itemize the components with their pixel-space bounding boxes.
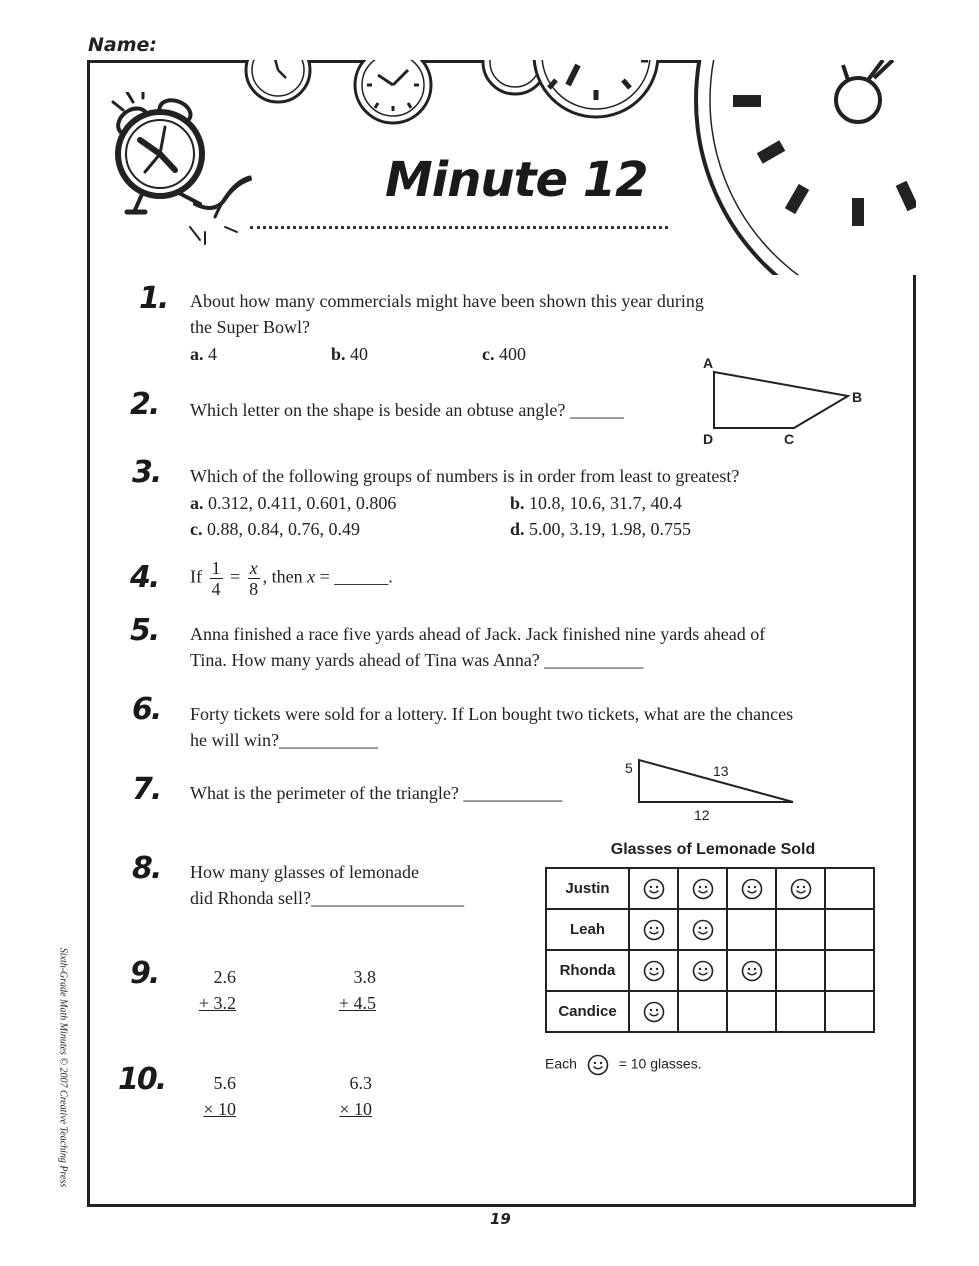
question-5: [190, 621, 765, 673]
question-number: 5.: [130, 613, 159, 648]
pictograph-cell: [678, 909, 727, 950]
choice-c: c. 0.88, 0.84, 0.76, 0.49: [190, 519, 360, 539]
pictograph-cell: [776, 909, 825, 950]
addition-problem: 3.8 + 4.5: [338, 967, 376, 1013]
question-number: 1.: [139, 281, 168, 316]
question-text: did Rhonda sell?_________________: [190, 888, 464, 908]
pictograph-cell: [776, 868, 825, 909]
pictograph-cell: [629, 950, 678, 991]
fraction: $\frac{x}{8}$: [249, 558, 259, 599]
question-8: [190, 859, 464, 911]
multiplication-problem: 5.6 × 10: [203, 1073, 236, 1119]
triangle-label: 13: [713, 763, 729, 779]
smiley-face-icon: [643, 960, 665, 982]
side-credit: Sixth-Grade Math Minutes © 2007 Creative Teaching Press: [57, 947, 69, 1188]
smiley-face-icon: [587, 1054, 609, 1076]
question-number: 3.: [132, 455, 161, 490]
pictograph-row-label: Candice: [546, 991, 629, 1032]
choice-b: b. 10.8, 10.6, 31.7, 40.4: [510, 493, 683, 513]
question-number: 6.: [132, 692, 161, 727]
smiley-face-icon: [741, 878, 763, 900]
question-text: Which letter on the shape is beside an obtuse angle? ______: [190, 400, 624, 420]
title-divider: [250, 226, 668, 229]
question-text: How many glasses of lemonade: [190, 862, 419, 882]
pictograph-table: [545, 867, 875, 1033]
question-text: Which of the following groups of numbers is in order from least to greatest?: [190, 466, 740, 486]
smiley-face-icon: [692, 960, 714, 982]
question-text: Tina. How many yards ahead of Tina was Anna? ___________: [190, 650, 644, 670]
question-text: the Super Bowl?: [190, 317, 310, 337]
choice-b: b. 40: [331, 344, 369, 364]
name-label: Name:: [88, 34, 158, 56]
smiley-face-icon: [643, 878, 665, 900]
question-6: [190, 701, 793, 753]
pictograph-row-label: Leah: [546, 909, 629, 950]
pictograph-cell: [678, 868, 727, 909]
pictograph-cell: [629, 991, 678, 1032]
choice-a: a. 4: [190, 344, 217, 364]
multiplication-problem: 6.3 × 10: [339, 1073, 372, 1119]
pictograph-cell: [825, 909, 874, 950]
pictograph-cell: [678, 950, 727, 991]
pictograph-cell: [825, 991, 874, 1032]
key-label: Each: [545, 1055, 577, 1072]
question-text: About how many commercials might have been shown this year during: [190, 291, 704, 311]
fraction: $\frac{1}{4}$: [211, 558, 221, 599]
triangle-label: 12: [694, 807, 710, 823]
pictograph-row: [546, 950, 874, 991]
choice-c: c. 400: [482, 344, 526, 364]
pictograph-cell: [727, 991, 776, 1032]
pictograph-row-label: Rhonda: [546, 950, 629, 991]
pictograph-title: Glasses of Lemonade Sold: [610, 841, 816, 858]
pictograph-cell: [727, 909, 776, 950]
question-number: 2.: [130, 387, 159, 422]
question-text: If $\frac{1}{4}$ = $\frac{x}{8}$ , then x = ______.: [190, 558, 393, 599]
question-text: Anna finished a race five yards ahead of Jack. Jack finished nine yards ahead of: [190, 624, 766, 644]
triangle-shape: [620, 756, 800, 824]
smiley-face-icon: [692, 919, 714, 941]
question-number: 9.: [130, 956, 159, 991]
shape-label: A: [703, 355, 714, 371]
question-number: 4.: [130, 560, 159, 595]
pictograph-row: [546, 909, 874, 950]
pictograph-cell: [678, 991, 727, 1032]
pictograph-cell: [727, 868, 776, 909]
choice-d: d. 5.00, 3.19, 1.98, 0.755: [510, 519, 692, 539]
question-number: 10.: [118, 1062, 166, 1097]
pictograph-cell: [825, 950, 874, 991]
smiley-face-icon: [692, 878, 714, 900]
smiley-face-icon: [643, 919, 665, 941]
question-number: 7.: [132, 772, 161, 807]
question-1: [190, 288, 704, 340]
smiley-face-icon: [741, 960, 763, 982]
pictograph-cell: [629, 868, 678, 909]
triangle-label: 5: [625, 760, 633, 776]
question-text: What is the perimeter of the triangle? ___________: [190, 783, 563, 803]
addition-problem: 2.6 + 3.2: [198, 967, 236, 1013]
smiley-face-icon: [790, 878, 812, 900]
shape-label: D: [703, 431, 714, 447]
pictograph-key: [545, 1054, 702, 1076]
pictograph-cell: [825, 868, 874, 909]
choice-a: a. 0.312, 0.411, 0.601, 0.806: [190, 493, 397, 513]
key-label: = 10 glasses.: [618, 1055, 702, 1072]
pictograph-cell: [776, 950, 825, 991]
pictograph-cell: [629, 909, 678, 950]
page-title: Minute 12: [385, 152, 648, 208]
page-number: 19: [490, 1210, 511, 1228]
question-text: Forty tickets were sold for a lottery. If Lon bought two tickets, what are the chances: [190, 704, 794, 724]
shape-label: B: [852, 389, 863, 405]
question-number: 8.: [132, 851, 161, 886]
pictograph-row-label: Justin: [546, 868, 629, 909]
question-text: he will win?___________: [190, 730, 378, 750]
pictograph-row: [546, 868, 874, 909]
shape-label: C: [784, 431, 795, 447]
trapezoid-shape: [700, 350, 870, 450]
pictograph-cell: [776, 991, 825, 1032]
pictograph-row: [546, 991, 874, 1032]
pictograph-cell: [727, 950, 776, 991]
smiley-face-icon: [643, 1001, 665, 1023]
alarm-clock-icon: [105, 92, 275, 247]
